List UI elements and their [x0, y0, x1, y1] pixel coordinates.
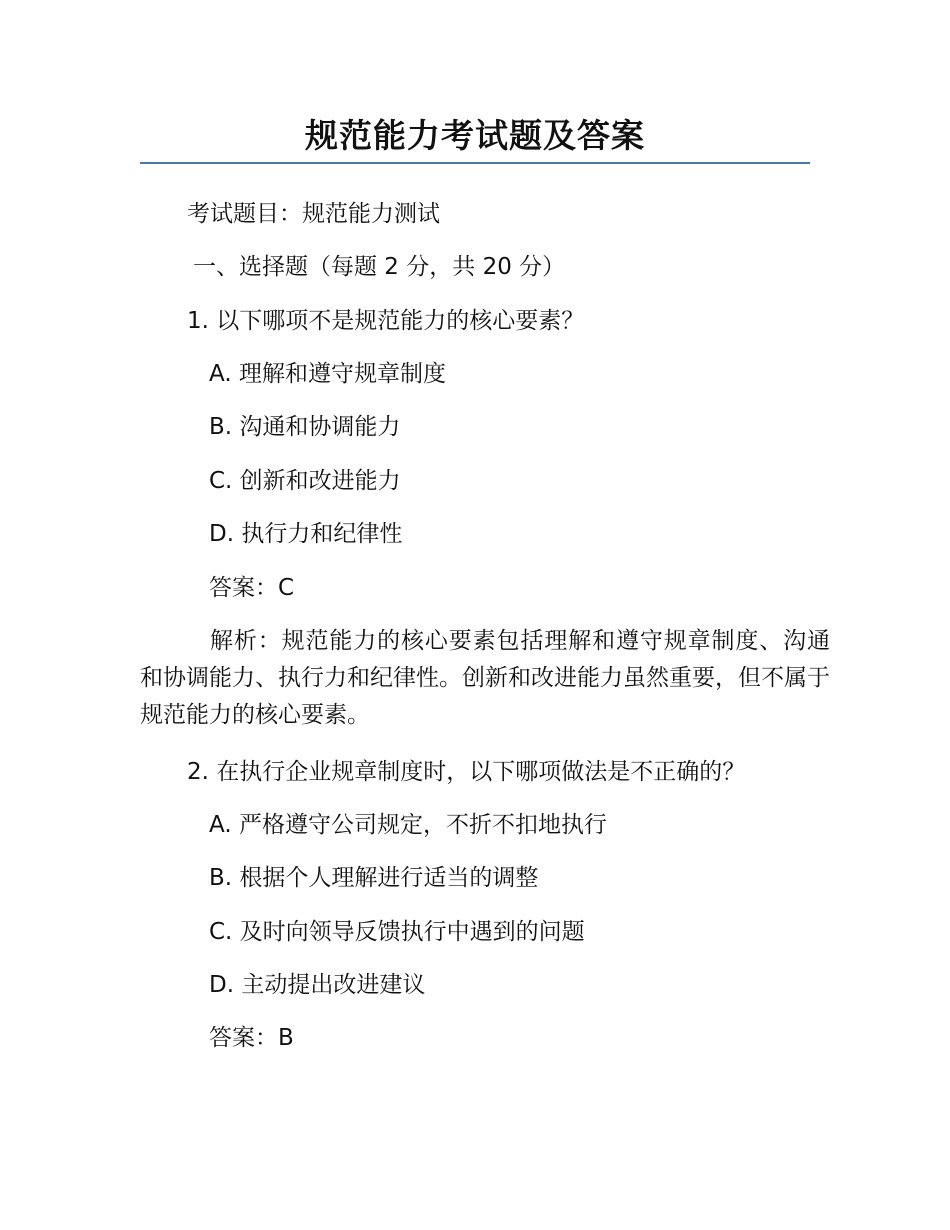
- section-heading: 一、选择题（每题 2 分，共 20 分）: [193, 254, 566, 280]
- question-1-option-a: A. 理解和遵守规章制度: [209, 361, 446, 387]
- title-divider: [140, 162, 810, 164]
- question-1-option-b: B. 沟通和协调能力: [209, 414, 401, 440]
- question-1-explanation: 解析：规范能力的核心要素包括理解和遵守规章制度、沟通和协调能力、执行力和纪律性。创新和改进能力虽然重要，但不属于规范能力的核心要素。: [140, 628, 830, 728]
- question-2-option-a: A. 严格遵守公司规定，不折不扣地执行: [209, 812, 607, 838]
- question-1-answer: 答案：C: [209, 575, 295, 601]
- question-2-option-b: B. 根据个人理解进行适当的调整: [209, 865, 539, 891]
- question-2-answer: 答案：B: [209, 1025, 294, 1051]
- document-title: 规范能力考试题及答案: [305, 116, 645, 155]
- question-2-text: 2. 在执行企业规章制度时，以下哪项做法是不正确的？: [187, 759, 746, 785]
- question-2-option-c: C. 及时向领导反馈执行中遇到的问题: [209, 919, 585, 945]
- question-1-option-d: D. 执行力和纪律性: [209, 521, 403, 547]
- exam-topic: 考试题目：规范能力测试: [187, 201, 440, 227]
- question-2-option-d: D. 主动提出改进建议: [209, 972, 426, 998]
- question-1-option-c: C. 创新和改进能力: [209, 468, 401, 494]
- question-1-text: 1. 以下哪项不是规范能力的核心要素？: [187, 308, 585, 334]
